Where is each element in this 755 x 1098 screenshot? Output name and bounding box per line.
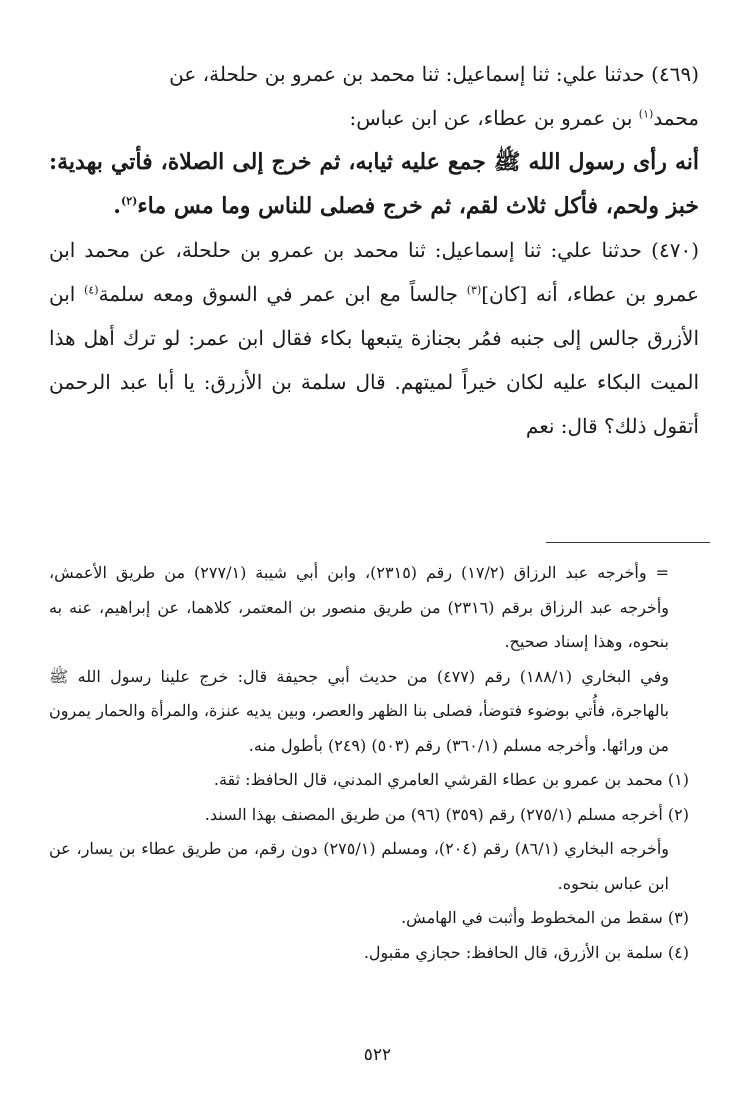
- footnote-continuation: = وأخرجه عبد الرزاق (١٧/٢) رقم (٢٣١٥)، وابن أبي شيبة (٢٧٧/١) من طريق الأعمش، وأخرجه عبد الرزاق برقم (٢٣١٦) من طريق منصور بن المعتمر، كلاهما، عن إبراهيم، عنه به بنحوه، وهذا إسناد صحيح.: [49, 563, 669, 651]
- hadith-isnad-word: محمد: [653, 106, 699, 130]
- hadith-469-matn: [49, 140, 699, 228]
- footnote-ref: (٣): [466, 283, 482, 297]
- footnote-4: (٤) سلمة بن الأزرق، قال الحافظ: حجازي مقبول.: [363, 942, 689, 962]
- main-text: [49, 52, 699, 448]
- footnotes: [49, 556, 689, 970]
- hadith-470: [49, 228, 699, 448]
- footnote-ref: (١): [638, 107, 654, 121]
- hadith-isnad-line: حدثنا علي: ثنا إسماعيل: ثنا محمد بن عمرو بن حلحلة، عن: [169, 62, 645, 86]
- hadith-text: ابن الأزرق جالس إلى جنبه فمُر بجنازة يتبعها بكاء فقال ابن عمر: لو ترك أهل هذا الميت البكاء عليه لكان خيراً لميتهم. قال سلمة بن الأزرق: يا أبا عبد الرحمن أتقول ذلك؟ قال: نعم: [49, 282, 699, 438]
- footnote-continuation: وفي البخاري (١٨٨/١) رقم (٤٧٧) من حديث أبي جحيفة قال: خرج علينا رسول الله ﷺ بالهاجرة، فأُتي بوضوء فتوضأ، فصلى بنا الظهر والعصر، وبين يديه عنزة، والمرأة والحمار يمرون من ورائها. وأخرجه مسلم (٣٦٠/١) رقم (٥٠٣) (٢٤٩) بأطول منه.: [49, 666, 670, 755]
- hadith-isnad-line: بن عمرو بن عطاء، عن ابن عباس:: [349, 106, 633, 130]
- hadith-number: (٤٦٩): [651, 62, 699, 86]
- hadith-text: جالساً مع ابن عمر في السوق ومعه سلمة: [98, 282, 459, 306]
- sentence-end: .: [113, 193, 121, 219]
- hadith-text: حدثنا علي: ثنا إسماعيل: ثنا محمد بن عمرو بن حلحلة، عن محمد ابن عمرو بن عطاء، أنه [كان]: [49, 238, 700, 306]
- page-number: ٥٢٢: [363, 1045, 392, 1065]
- hadith-matn-text: أنه رأى رسول الله ﷺ جمع عليه ثيابه، ثم خرج إلى الصلاة، فأتي بهدية: خبز ولحم، فأكل ثلاث لقم، ثم خرج فصلى للناس وما مس ماء: [49, 149, 699, 219]
- footnote-divider: [546, 542, 710, 543]
- footnote-ref: (٤): [84, 283, 99, 297]
- hadith-469: [49, 52, 699, 140]
- footnote-2: (٢) أخرجه مسلم (٢٧٥/١) رقم (٣٥٩) (٩٦) من طريق المصنف بهذا السند.: [204, 804, 689, 824]
- hadith-number: (٤٧٠): [651, 238, 699, 262]
- footnote-2-continuation: وأخرجه البخاري (٨٦/١) رقم (٢٠٤)، ومسلم (٢٧٥/١) دون رقم، من طريق عطاء بن يسار، عن ابن عباس بنحوه.: [49, 839, 670, 893]
- footnote-1: (١) محمد بن عمرو بن عطاء القرشي العامري المدني، قال الحافظ: ثقة.: [213, 770, 689, 789]
- footnote-3: (٣) سقط من المخطوط وأثبت في الهامش.: [401, 908, 689, 927]
- footnote-ref: (٢): [120, 194, 138, 208]
